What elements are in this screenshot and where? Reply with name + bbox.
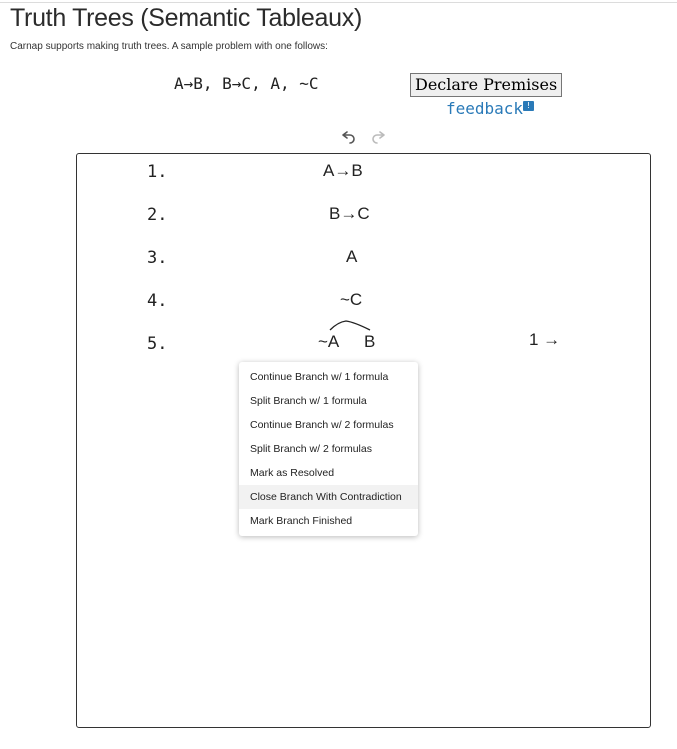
branch-split-arc <box>328 318 374 332</box>
menu-item-continue-branch-1[interactable]: Continue Branch w/ 1 formula <box>250 371 389 383</box>
line-number: 1. <box>147 162 168 182</box>
menu-item-mark-resolved[interactable]: Mark as Resolved <box>250 467 335 479</box>
premises-text: A→B, B→C, A, ~C <box>174 74 319 93</box>
context-menu <box>239 362 418 536</box>
page-intro: Carnap supports making truth trees. A sample problem with one follows: <box>10 41 328 52</box>
line-number: 2. <box>147 205 168 225</box>
menu-item-mark-finished[interactable]: Mark Branch Finished <box>250 515 353 527</box>
menu-item-continue-branch-2[interactable]: Continue Branch w/ 2 formulas <box>250 419 394 431</box>
line-number: 3. <box>147 248 168 268</box>
page-title: Truth Trees (Semantic Tableaux) <box>10 4 362 32</box>
top-divider <box>0 2 677 3</box>
tree-formula[interactable]: A <box>346 247 358 266</box>
tree-formula[interactable]: B→C <box>329 204 370 223</box>
menu-item-split-branch-2[interactable]: Split Branch w/ 2 formulas <box>250 443 372 455</box>
line-number: 4. <box>147 291 168 311</box>
line-number: 5. <box>147 334 168 354</box>
menu-item-split-branch-1[interactable]: Split Branch w/ 1 formula <box>250 395 367 407</box>
branch-left-formula[interactable]: ~A <box>318 332 340 351</box>
feedback-link[interactable] <box>446 99 534 118</box>
redo-icon[interactable] <box>371 130 387 144</box>
declare-premises-button[interactable]: Declare Premises <box>410 73 562 97</box>
justification-field[interactable]: 1 → <box>529 330 561 349</box>
feedback-badge-icon: ! <box>523 101 534 111</box>
tree-formula[interactable]: ~C <box>340 290 363 309</box>
tree-formula[interactable]: A→B <box>323 161 363 180</box>
feedback-label: feedback <box>446 99 524 118</box>
undo-icon[interactable] <box>340 130 356 144</box>
branch-right-formula[interactable]: B <box>364 332 376 351</box>
menu-item-close-branch[interactable]: Close Branch With Contradiction <box>239 485 418 509</box>
